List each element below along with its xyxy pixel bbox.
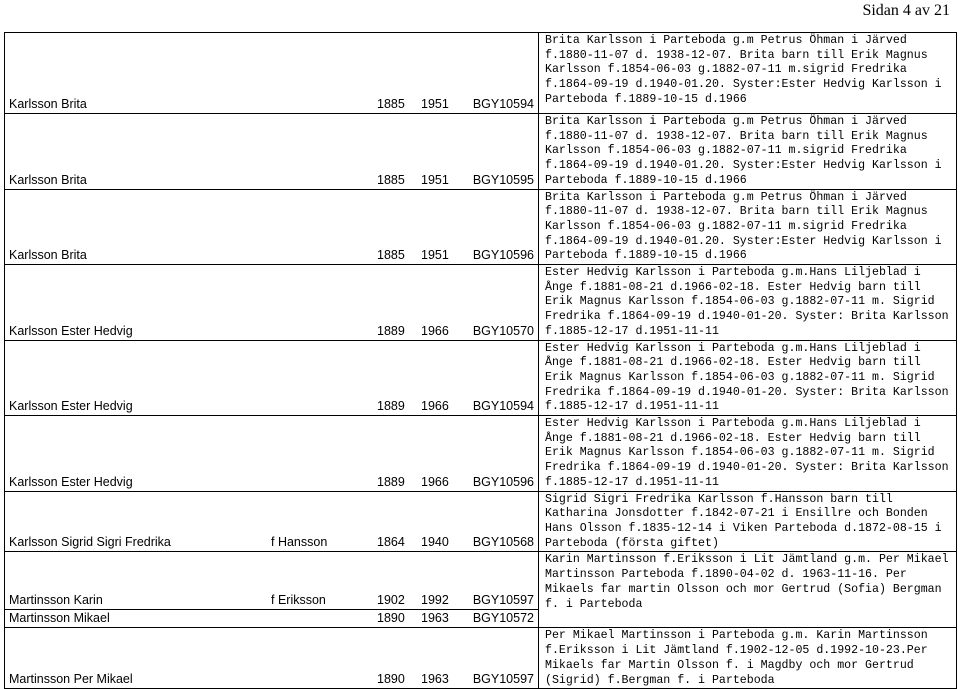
record-id: BGY10596: [472, 248, 534, 263]
table-row: [5, 416, 957, 492]
note-cell: [539, 189, 957, 265]
record-note: Per Mikael Martinsson i Parteboda g.m. Karin Martinsson f.Eriksson i Lit Jämtland f.1902-12-05 d.1992-10-23.Per Mikaels far Martin Olsson f. i Magdby och mor Gertrud (Sigrid) f.Bergman f. i Parteboda: [545, 629, 928, 687]
death-year: 1951: [421, 97, 449, 111]
table-row: [5, 33, 957, 114]
person-cell: [5, 628, 539, 689]
record-id: BGY10568: [472, 535, 534, 550]
death-year: 1963: [421, 611, 449, 626]
death-year: 1966: [421, 474, 449, 489]
note-cell: [539, 552, 957, 628]
table-row: [5, 114, 957, 190]
maiden-name: [271, 247, 377, 263]
person-cell: [5, 33, 539, 114]
note-cell: [539, 416, 957, 492]
record-note: Brita Karlsson i Parteboda g.m Petrus Öhman i Järved f.1880-11-07 d. 1938-12-07. Brita barn till Erik Magnus Karlsson f.1854-06-03 g.1882-07-11 m.sigrid Fredrika f.1864-09-19 d.1940-01.20. Syster:Ester Hedvig Karlsson i Parteboda f.1889-10-15 d.1966: [545, 115, 942, 187]
record-id: BGY10595: [472, 172, 534, 187]
note-cell: [539, 265, 957, 341]
birth-year: 1885: [377, 172, 405, 187]
record-id: BGY10570: [472, 323, 534, 338]
record-note: Karin Martinsson f.Eriksson i Lit Jämtland g.m. Per Mikael Martinsson Parteboda f.1890-04-02 d. 1963-11-16. Per Mikaels far martin Olsson och mor Gertrud (Sofia) Bergman f. i Parteboda: [545, 553, 949, 611]
note-cell: [539, 340, 957, 416]
person-name: Karlsson Brita: [9, 97, 87, 111]
birth-year: 1902: [377, 593, 405, 608]
birth-year: 1889: [377, 399, 405, 414]
table-row: [5, 340, 957, 416]
record-id: BGY10572: [472, 611, 534, 626]
birth-year: 1890: [377, 672, 405, 687]
table-row: [5, 552, 957, 610]
note-cell: [539, 114, 957, 190]
maiden-name: f Hansson: [271, 535, 328, 550]
person-cell: [5, 265, 539, 341]
record-note: Sigrid Sigri Fredrika Karlsson f.Hansson barn till Katharina Jonsdotter f.1842-07-21 i Ensillre och Bonden Hans Olsson f.1835-12-14 i Viken Parteboda d.1872-08-15 i Parteboda (första giftet): [545, 492, 942, 550]
note-cell: [539, 628, 957, 689]
maiden-name: f Eriksson: [271, 593, 326, 608]
table-row: [5, 189, 957, 265]
table-row: [5, 265, 957, 341]
person-name: Karlsson Ester Hedvig: [9, 474, 133, 489]
person-name: Karlsson Brita: [9, 172, 87, 187]
maiden-name: [271, 610, 377, 626]
person-name: Martinsson Mikael: [9, 611, 110, 626]
record-id: BGY10597: [472, 593, 534, 608]
person-cell: [5, 552, 539, 610]
birth-year: 1889: [377, 474, 405, 489]
birth-year: 1864: [377, 535, 405, 550]
birth-year: 1889: [377, 323, 405, 338]
person-cell: [5, 189, 539, 265]
person-cell: [5, 340, 539, 416]
record-id: BGY10594: [472, 399, 534, 414]
table-row: [5, 628, 957, 689]
person-cell: [5, 491, 539, 552]
death-year: 1951: [421, 248, 449, 263]
record-note: Brita Karlsson i Parteboda g.m Petrus Öhman i Järved f.1880-11-07 d. 1938-12-07. Brita barn till Erik Magnus Karlsson f.1854-06-03 g.1882-07-11 m.sigrid Fredrika f.1864-09-19 d.1940-01.20. Syster:Ester Hedvig Karlsson i Parteboda f.1889-10-15 d.1966: [545, 190, 942, 263]
table-row: [5, 491, 957, 552]
person-name: Karlsson Brita: [9, 248, 87, 263]
death-year: 1992: [421, 593, 449, 608]
maiden-name: [271, 474, 377, 490]
birth-year: 1885: [377, 248, 405, 263]
maiden-name: [271, 323, 377, 339]
person-name: Martinsson Karin: [9, 593, 103, 608]
person-name: Karlsson Sigrid Sigri Fredrika: [9, 535, 171, 550]
record-note: Ester Hedvig Karlsson i Parteboda g.m.Hans Liljeblad i Ånge f.1881-08-21 d.1966-02-18. Ester Hedvig barn till Erik Magnus Karlsson f.1854-06-03 g.1882-07-11 m. Sigrid Fredrika f.1864-09-19 d.1940-01-20. Syster: Brita Karlsson f.1885-12-17 d.1951-11-11: [545, 266, 949, 338]
record-note: Ester Hedvig Karlsson i Parteboda g.m.Hans Liljeblad i Ånge f.1881-08-21 d.1966-02-18. Ester Hedvig barn till Erik Magnus Karlsson f.1854-06-03 g.1882-07-11 m. Sigrid Fredrika f.1864-09-19 d.1940-01-20. Syster: Brita Karlsson f.1885-12-17 d.1951-11-11: [545, 417, 949, 489]
register-table: [4, 32, 957, 689]
person-cell: [5, 610, 539, 628]
person-name: Martinsson Per Mikael: [9, 672, 133, 687]
maiden-name: [271, 398, 377, 414]
page-number: Sidan 4 av 21: [862, 2, 950, 19]
birth-year: 1890: [377, 611, 405, 626]
record-id: BGY10594: [472, 97, 534, 111]
death-year: 1951: [421, 172, 449, 187]
note-cell: [539, 491, 957, 552]
record-note: Brita Karlsson i Parteboda g.m Petrus Öhman i Järved f.1880-11-07 d. 1938-12-07. Brita barn till Erik Magnus Karlsson f.1854-06-03 g.1882-07-11 m.sigrid Fredrika f.1864-09-19 d.1940-01.20. Syster:Ester Hedvig Karlsson i Parteboda f.1889-10-15 d.1966: [545, 34, 942, 106]
maiden-name: [271, 172, 377, 188]
note-cell: [539, 33, 957, 114]
person-cell: [5, 416, 539, 492]
person-cell: [5, 114, 539, 190]
maiden-name: [271, 96, 377, 112]
death-year: 1966: [421, 323, 449, 338]
maiden-name: [271, 671, 377, 687]
death-year: 1963: [421, 672, 449, 687]
record-id: BGY10596: [472, 474, 534, 489]
person-name: Karlsson Ester Hedvig: [9, 399, 133, 414]
death-year: 1966: [421, 399, 449, 414]
record-note: Ester Hedvig Karlsson i Parteboda g.m.Hans Liljeblad i Ånge f.1881-08-21 d.1966-02-18. Ester Hedvig barn till Erik Magnus Karlsson f.1854-06-03 g.1882-07-11 m. Sigrid Fredrika f.1864-09-19 d.1940-01-20. Syster: Brita Karlsson f.1885-12-17 d.1951-11-11: [545, 341, 949, 414]
person-name: Karlsson Ester Hedvig: [9, 323, 133, 338]
death-year: 1940: [421, 535, 449, 550]
birth-year: 1885: [377, 97, 405, 111]
record-id: BGY10597: [472, 672, 534, 687]
